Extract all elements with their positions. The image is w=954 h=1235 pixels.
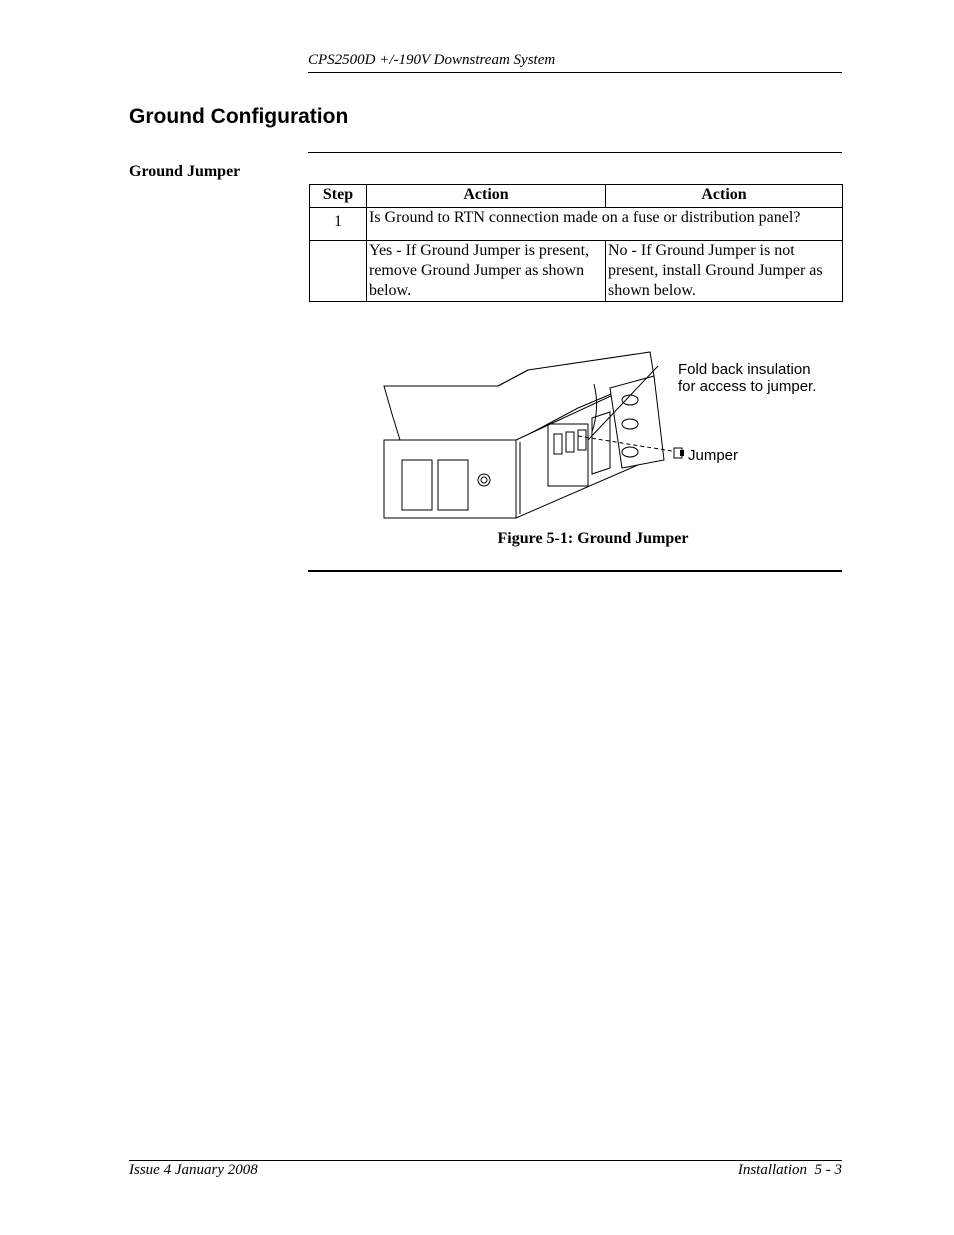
ground-jumper-figure <box>378 348 848 523</box>
figure-caption: Figure 5-1: Ground Jumper <box>497 530 689 547</box>
table-header-row <box>310 185 843 208</box>
header-rule <box>308 72 842 73</box>
footer-page: Installation 5 - 3 <box>737 1162 842 1178</box>
running-header: CPS2500D +/-190V Downstream System <box>308 52 556 68</box>
step-number-empty <box>310 241 367 302</box>
procedure-heading: Ground Jumper <box>129 163 241 180</box>
step-question: Is Ground to RTN connection made on a fuse or distribution panel? <box>367 208 843 241</box>
callout-fold-line-1: Fold back insulation <box>678 361 811 378</box>
table-row <box>310 241 843 302</box>
procedure-table <box>309 184 843 302</box>
cabinet-front <box>384 440 516 518</box>
step-number: 1 <box>310 208 367 241</box>
procedure-top-rule <box>308 152 842 153</box>
action-no: No - If Ground Jumper is not present, install Ground Jumper as shown below. <box>606 241 843 302</box>
table-row <box>310 208 843 241</box>
action-yes: Yes - If Ground Jumper is present, remove Ground Jumper as shown below. <box>367 241 606 302</box>
col-action-2-header: Action <box>606 185 843 208</box>
callout-jumper: Jumper <box>688 447 739 464</box>
procedure-bottom-rule <box>308 570 842 572</box>
col-action-1-header: Action <box>367 185 606 208</box>
section-title: Ground Configuration <box>129 105 349 128</box>
footer-rule <box>129 1160 842 1161</box>
col-step-header: Step <box>310 185 367 208</box>
callout-fold-line-2: for access to jumper. <box>678 378 817 395</box>
footer-issue: Issue 4 January 2008 <box>129 1162 258 1178</box>
